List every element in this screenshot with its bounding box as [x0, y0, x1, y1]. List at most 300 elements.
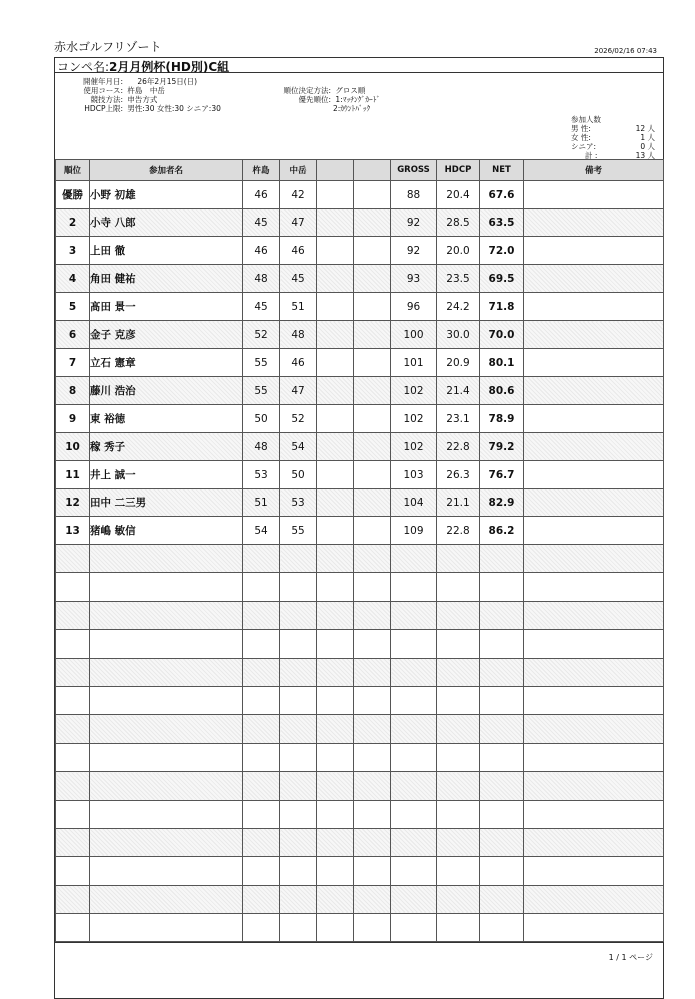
gross-cell: [391, 800, 437, 828]
net-cell: [480, 885, 524, 913]
blank-cell: [354, 658, 391, 686]
player-name-cell: 東 裕徳: [90, 405, 243, 433]
blank-cell: [317, 433, 354, 461]
player-name-cell: 小野 初雄: [90, 181, 243, 209]
blank-cell: [317, 914, 354, 942]
rank-cell: 8: [56, 377, 90, 405]
notes-cell: [524, 857, 664, 885]
count-senior: [571, 142, 655, 151]
printed-timestamp: 2026/02/16 07:43: [594, 47, 657, 55]
gross-cell: [391, 573, 437, 601]
net-cell: [480, 715, 524, 743]
player-name-cell: 小寺 八郎: [90, 209, 243, 237]
net-cell: 71.8: [480, 293, 524, 321]
rank-cell: 9: [56, 405, 90, 433]
out-score-cell: [243, 914, 280, 942]
out-score-cell: 46: [243, 181, 280, 209]
col-header-net: NET: [480, 160, 524, 181]
blank-cell: [317, 209, 354, 237]
hdcp-cell: 24.2: [437, 293, 480, 321]
net-cell: 70.0: [480, 321, 524, 349]
table-row: [56, 743, 664, 771]
net-cell: 67.6: [480, 181, 524, 209]
notes-cell: [524, 209, 664, 237]
notes-cell: [524, 433, 664, 461]
notes-cell: [524, 237, 664, 265]
out-score-cell: 55: [243, 377, 280, 405]
blank-cell: [354, 914, 391, 942]
page-indicator: 1 / 1 ページ: [608, 953, 653, 962]
blank-cell: [354, 545, 391, 573]
blank-cell: [317, 885, 354, 913]
rank-cell: 11: [56, 461, 90, 489]
rank-cell: [56, 686, 90, 714]
hdcp-cell: [437, 686, 480, 714]
net-cell: [480, 914, 524, 942]
hdcp-cell: 28.5: [437, 209, 480, 237]
table-row: [56, 715, 664, 743]
count-total: [571, 151, 655, 160]
in-score-cell: [280, 573, 317, 601]
in-score-cell: 50: [280, 461, 317, 489]
rank-cell: 13: [56, 517, 90, 545]
player-name-cell: 猪嶋 敏信: [90, 517, 243, 545]
gross-cell: 100: [391, 321, 437, 349]
competition-meta: [55, 73, 663, 159]
blank-cell: [317, 321, 354, 349]
notes-cell: [524, 489, 664, 517]
table-row: [56, 517, 664, 545]
net-cell: [480, 800, 524, 828]
hdcp-cell: 22.8: [437, 433, 480, 461]
count-female: [571, 133, 655, 142]
net-cell: 63.5: [480, 209, 524, 237]
rank-cell: [56, 885, 90, 913]
in-score-cell: [280, 800, 317, 828]
rank-cell: [56, 545, 90, 573]
notes-cell: [524, 405, 664, 433]
club-name: 赤水ゴルフリゾート: [54, 40, 162, 54]
blank-cell: [354, 743, 391, 771]
blank-cell: [354, 489, 391, 517]
count-male: [571, 124, 655, 133]
blank-cell: [317, 517, 354, 545]
hdcp-cell: [437, 914, 480, 942]
gross-cell: 104: [391, 489, 437, 517]
gross-cell: [391, 630, 437, 658]
gross-cell: [391, 857, 437, 885]
gross-cell: [391, 743, 437, 771]
blank-cell: [354, 237, 391, 265]
blank-cell: [354, 772, 391, 800]
count-total-value: 13 人: [635, 151, 655, 160]
out-score-cell: [243, 800, 280, 828]
count-male-value: 12 人: [635, 124, 655, 133]
count-female-label: 女 性:: [571, 133, 591, 142]
gross-cell: [391, 658, 437, 686]
hdcp-cell: [437, 658, 480, 686]
out-score-cell: 54: [243, 517, 280, 545]
in-score-cell: 52: [280, 405, 317, 433]
blank-cell: [317, 265, 354, 293]
player-name-cell: [90, 743, 243, 771]
net-cell: 80.1: [480, 349, 524, 377]
blank-cell: [354, 209, 391, 237]
notes-cell: [524, 914, 664, 942]
player-name-cell: [90, 601, 243, 629]
player-name-cell: 稼 秀子: [90, 433, 243, 461]
count-female-value: 1 人: [640, 133, 655, 142]
blank-cell: [354, 686, 391, 714]
table-row: [56, 293, 664, 321]
blank-cell: [354, 293, 391, 321]
col-header-name: 参加者名: [90, 160, 243, 181]
net-cell: [480, 828, 524, 856]
competition-header: [55, 58, 663, 73]
meta-method-label: 競技方法:: [90, 95, 123, 104]
notes-cell: [524, 601, 664, 629]
notes-cell: [524, 743, 664, 771]
out-score-cell: [243, 857, 280, 885]
hdcp-cell: 20.4: [437, 181, 480, 209]
count-senior-label: シニア:: [571, 142, 597, 151]
notes-cell: [524, 545, 664, 573]
net-cell: [480, 857, 524, 885]
player-name-cell: 藤川 浩治: [90, 377, 243, 405]
gross-cell: 96: [391, 293, 437, 321]
in-score-cell: [280, 885, 317, 913]
meta-priority-value-1: 1:ﾏｯﾁﾝｸﾞｶｰﾄﾞ: [335, 95, 381, 104]
col-header-rank: 順位: [56, 160, 90, 181]
notes-cell: [524, 293, 664, 321]
blank-cell: [317, 743, 354, 771]
meta-hdcp-limit-value: 男性:30 女性:30 シニア:30: [127, 104, 221, 113]
gross-cell: [391, 686, 437, 714]
blank-cell: [354, 715, 391, 743]
count-senior-value: 0 人: [640, 142, 655, 151]
rank-cell: [56, 828, 90, 856]
rank-cell: [56, 772, 90, 800]
table-row: [56, 545, 664, 573]
meta-hdcp-limit: [57, 103, 221, 114]
rank-cell: 12: [56, 489, 90, 517]
net-cell: [480, 772, 524, 800]
rank-cell: [56, 800, 90, 828]
blank-cell: [317, 857, 354, 885]
notes-cell: [524, 181, 664, 209]
meta-rank-method-value: グロス順: [335, 86, 366, 95]
gross-cell: [391, 715, 437, 743]
out-score-cell: 51: [243, 489, 280, 517]
blank-cell: [317, 828, 354, 856]
net-cell: [480, 743, 524, 771]
blank-cell: [317, 349, 354, 377]
table-row: [56, 181, 664, 209]
hdcp-cell: 21.1: [437, 489, 480, 517]
out-score-cell: [243, 573, 280, 601]
out-score-cell: [243, 686, 280, 714]
notes-cell: [524, 686, 664, 714]
out-score-cell: 48: [243, 433, 280, 461]
player-name-cell: [90, 573, 243, 601]
col-header-blank-2: [354, 160, 391, 181]
blank-cell: [317, 630, 354, 658]
out-score-cell: [243, 743, 280, 771]
table-row: [56, 461, 664, 489]
table-row: [56, 209, 664, 237]
rank-cell: [56, 715, 90, 743]
hdcp-cell: 22.8: [437, 517, 480, 545]
table-row: [56, 630, 664, 658]
in-score-cell: [280, 630, 317, 658]
player-name-cell: 田中 二三男: [90, 489, 243, 517]
net-cell: [480, 601, 524, 629]
notes-cell: [524, 349, 664, 377]
meta-method-value: 申告方式: [127, 95, 158, 104]
out-score-cell: [243, 545, 280, 573]
notes-cell: [524, 321, 664, 349]
rank-cell: 3: [56, 237, 90, 265]
results-table: [55, 159, 664, 942]
table-row: [56, 658, 664, 686]
out-score-cell: [243, 658, 280, 686]
out-score-cell: 45: [243, 293, 280, 321]
net-cell: [480, 573, 524, 601]
gross-cell: [391, 914, 437, 942]
participant-counts-title: 参加人数: [571, 115, 601, 124]
in-score-cell: [280, 828, 317, 856]
net-cell: 72.0: [480, 237, 524, 265]
notes-cell: [524, 265, 664, 293]
competition-name: 2月月例杯(HD別)C組: [109, 60, 230, 74]
out-score-cell: 48: [243, 265, 280, 293]
blank-cell: [317, 377, 354, 405]
blank-cell: [354, 857, 391, 885]
blank-cell: [354, 885, 391, 913]
table-row: [56, 885, 664, 913]
in-score-cell: [280, 743, 317, 771]
gross-cell: 109: [391, 517, 437, 545]
out-score-cell: [243, 715, 280, 743]
notes-cell: [524, 658, 664, 686]
rank-cell: 2: [56, 209, 90, 237]
net-cell: [480, 630, 524, 658]
meta-date-label: 開催年月日:: [82, 77, 123, 86]
col-header-in: 中岳: [280, 160, 317, 181]
rank-cell: [56, 630, 90, 658]
meta-course-label: 使用コース:: [83, 86, 123, 95]
rank-cell: [56, 601, 90, 629]
blank-cell: [317, 573, 354, 601]
player-name-cell: [90, 914, 243, 942]
out-score-cell: [243, 601, 280, 629]
in-score-cell: 46: [280, 237, 317, 265]
table-row: [56, 405, 664, 433]
out-score-cell: 52: [243, 321, 280, 349]
gross-cell: 102: [391, 433, 437, 461]
hdcp-cell: [437, 885, 480, 913]
blank-cell: [354, 573, 391, 601]
table-row: [56, 489, 664, 517]
player-name-cell: [90, 800, 243, 828]
net-cell: 80.6: [480, 377, 524, 405]
out-score-cell: [243, 630, 280, 658]
blank-cell: [354, 433, 391, 461]
in-score-cell: 47: [280, 209, 317, 237]
out-score-cell: 45: [243, 209, 280, 237]
hdcp-cell: 20.0: [437, 237, 480, 265]
table-row: [56, 857, 664, 885]
hdcp-cell: [437, 743, 480, 771]
notes-cell: [524, 800, 664, 828]
in-score-cell: 47: [280, 377, 317, 405]
hdcp-cell: 30.0: [437, 321, 480, 349]
out-score-cell: 53: [243, 461, 280, 489]
gross-cell: 92: [391, 237, 437, 265]
col-header-gross: GROSS: [391, 160, 437, 181]
notes-cell: [524, 461, 664, 489]
meta-hdcp-limit-label: HDCP上限:: [84, 104, 123, 113]
blank-cell: [317, 772, 354, 800]
meta-priority-label: 優先順位:: [298, 95, 331, 104]
hdcp-cell: [437, 545, 480, 573]
notes-cell: [524, 772, 664, 800]
gross-cell: [391, 885, 437, 913]
player-name-cell: 井上 誠一: [90, 461, 243, 489]
player-name-cell: 髙田 景一: [90, 293, 243, 321]
rank-cell: 10: [56, 433, 90, 461]
notes-cell: [524, 377, 664, 405]
table-row: [56, 349, 664, 377]
player-name-cell: [90, 828, 243, 856]
meta-rank-method-label: 順位決定方法:: [283, 86, 331, 95]
in-score-cell: [280, 857, 317, 885]
blank-cell: [354, 461, 391, 489]
blank-cell: [354, 517, 391, 545]
in-score-cell: 46: [280, 349, 317, 377]
rank-cell: 6: [56, 321, 90, 349]
in-score-cell: [280, 545, 317, 573]
player-name-cell: 角田 健祐: [90, 265, 243, 293]
player-name-cell: [90, 630, 243, 658]
hdcp-cell: 26.3: [437, 461, 480, 489]
out-score-cell: 46: [243, 237, 280, 265]
blank-cell: [317, 800, 354, 828]
blank-cell: [354, 601, 391, 629]
hdcp-cell: [437, 828, 480, 856]
blank-cell: [317, 545, 354, 573]
hdcp-cell: 20.9: [437, 349, 480, 377]
in-score-cell: [280, 772, 317, 800]
player-name-cell: [90, 857, 243, 885]
gross-cell: 102: [391, 405, 437, 433]
in-score-cell: 45: [280, 265, 317, 293]
count-total-label: 計 :: [585, 151, 598, 160]
rank-cell: [56, 573, 90, 601]
table-row: [56, 800, 664, 828]
meta-date-value: 26年2月15日(日): [137, 77, 198, 86]
in-score-cell: 42: [280, 181, 317, 209]
blank-cell: [317, 405, 354, 433]
table-row: [56, 573, 664, 601]
player-name-cell: 上田 徹: [90, 237, 243, 265]
net-cell: 79.2: [480, 433, 524, 461]
table-row: [56, 686, 664, 714]
hdcp-cell: [437, 601, 480, 629]
blank-cell: [354, 181, 391, 209]
blank-cell: [317, 601, 354, 629]
gross-cell: [391, 772, 437, 800]
gross-cell: 103: [391, 461, 437, 489]
notes-cell: [524, 715, 664, 743]
in-score-cell: [280, 715, 317, 743]
blank-cell: [354, 349, 391, 377]
notes-cell: [524, 885, 664, 913]
gross-cell: 88: [391, 181, 437, 209]
out-score-cell: [243, 772, 280, 800]
out-score-cell: [243, 828, 280, 856]
participant-counts: [571, 115, 655, 160]
blank-cell: [317, 181, 354, 209]
player-name-cell: [90, 772, 243, 800]
blank-cell: [317, 293, 354, 321]
hdcp-cell: [437, 857, 480, 885]
blank-cell: [317, 686, 354, 714]
notes-cell: [524, 828, 664, 856]
out-score-cell: 50: [243, 405, 280, 433]
out-score-cell: [243, 885, 280, 913]
rank-cell: [56, 658, 90, 686]
blank-cell: [354, 630, 391, 658]
blank-cell: [354, 265, 391, 293]
notes-cell: [524, 573, 664, 601]
out-score-cell: 55: [243, 349, 280, 377]
hdcp-cell: 23.5: [437, 265, 480, 293]
blank-cell: [317, 658, 354, 686]
blank-cell: [354, 377, 391, 405]
in-score-cell: 55: [280, 517, 317, 545]
in-score-cell: 51: [280, 293, 317, 321]
net-cell: 82.9: [480, 489, 524, 517]
player-name-cell: [90, 885, 243, 913]
blank-cell: [354, 321, 391, 349]
player-name-cell: [90, 715, 243, 743]
net-cell: 76.7: [480, 461, 524, 489]
notes-cell: [524, 630, 664, 658]
in-score-cell: 54: [280, 433, 317, 461]
table-row: [56, 772, 664, 800]
net-cell: 69.5: [480, 265, 524, 293]
table-row: [56, 321, 664, 349]
table-row: [56, 601, 664, 629]
in-score-cell: 53: [280, 489, 317, 517]
notes-cell: [524, 517, 664, 545]
gross-cell: [391, 545, 437, 573]
net-cell: 86.2: [480, 517, 524, 545]
hdcp-cell: [437, 630, 480, 658]
gross-cell: 92: [391, 209, 437, 237]
rank-cell: [56, 857, 90, 885]
net-cell: [480, 686, 524, 714]
hdcp-cell: [437, 715, 480, 743]
table-row: [56, 914, 664, 942]
hdcp-cell: [437, 772, 480, 800]
blank-cell: [354, 828, 391, 856]
table-row: [56, 265, 664, 293]
blank-cell: [317, 489, 354, 517]
table-header-row: [56, 160, 664, 181]
footer-notes-area: [55, 942, 663, 998]
